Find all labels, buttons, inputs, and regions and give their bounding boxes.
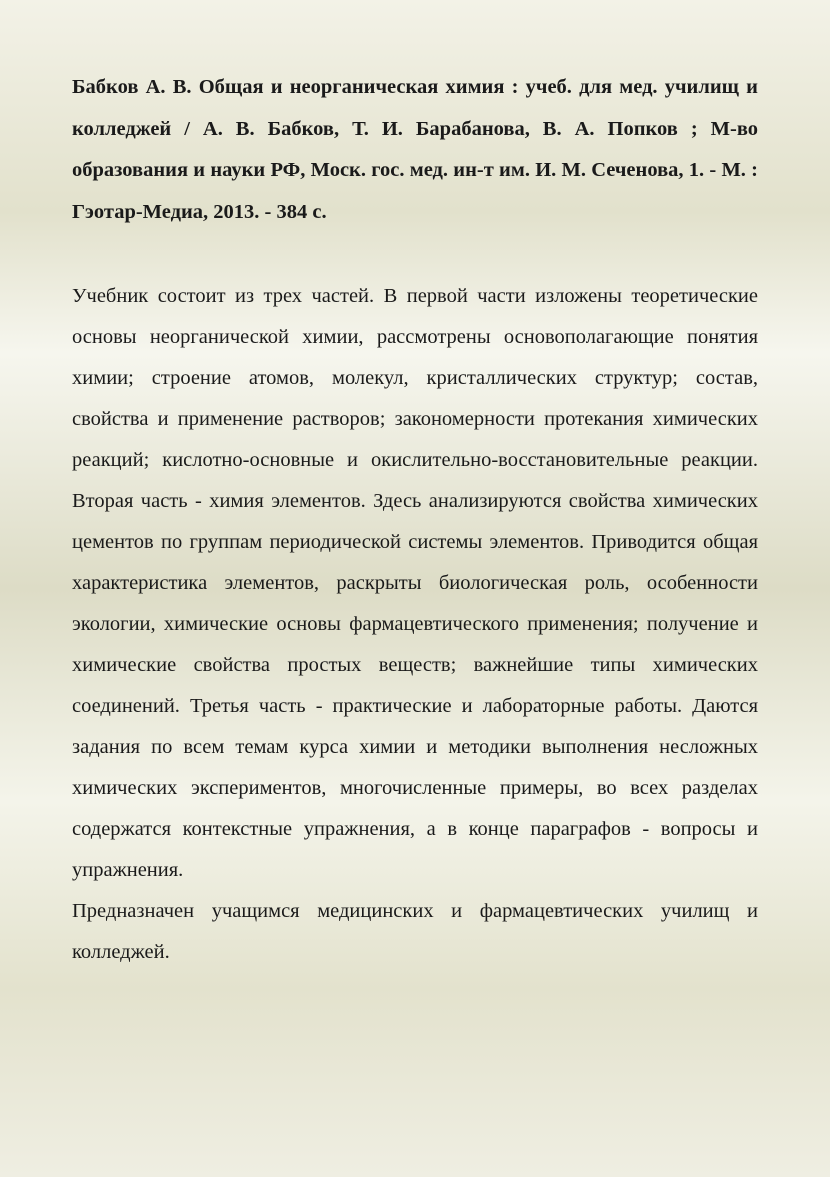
audience-paragraph: Предназначен учащимся медицинских и фармацевтических училищ и колледжей. [72, 900, 758, 963]
bibliographic-citation: Бабков А. В. Общая и неорганическая химия : учеб. для мед. училищ и колледжей / А. В. Бабков, Т. И. Барабанова, В. А. Попков ; М-во образования и науки РФ, Моск. гос. мед. ин-т им. И. М. Сеченова, 1. - М. : Гэотар-Медиа, 2013. - 384 с. [72, 76, 758, 223]
abstract-paragraph: Учебник состоит из трех частей. В первой части изложены теоретические основы неорганической химии, рассмотрены основополагающие понятия химии; строение атомов, молекул, кристаллических структур; состав, свойства и применение растворов; закономерности протекания химических реакций; кислотно-основные и окислительно-восстановительные реакции. Вторая часть - химия элементов. Здесь анализируются свойства химических цементов по группам периодической системы элементов. Приводится общая характеристика элементов, раскрыты биологическая роль, особенности экологии, химические основы фармацевтического применения; получение и химические свойства простых веществ; важнейшие типы химических соединений. Третья часть - практические и лабораторные работы. Даются задания по всем темам курса химии и методики выполнения несложных химических экспериментов, многочисленные примеры, во всех разделах содержатся контекстные упражнения, а в конце параграфов - вопросы и упражнения. [72, 285, 758, 881]
book-abstract [72, 276, 758, 973]
